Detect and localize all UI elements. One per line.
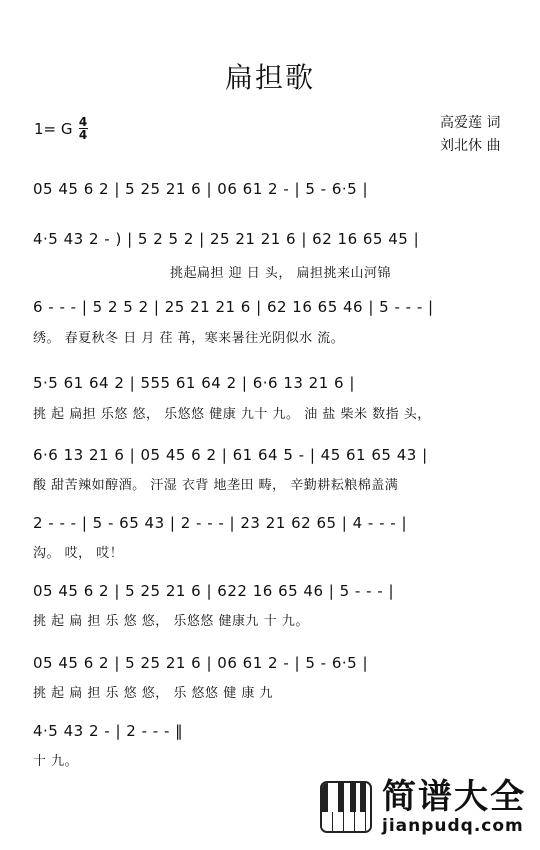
notation-line-4: 5·5 61 64 2 | 555 61 64 2 | 6·6 13 21 6 | — [33, 374, 355, 392]
lyric-line-2: 绣。 春夏秋冬 日 月 荏 苒，寒来暑往光阴似水 流。 — [33, 331, 345, 345]
lyric-line-1: 挑起扁担 迎 日 头， 扁担挑来山河锦 — [170, 266, 392, 280]
notation-line-5: 6·6 13 21 6 | 05 45 6 2 | 61 64 5 - | 45 61 65 43 | — [33, 446, 428, 464]
lyric-line-5: 沟。 哎， 哎！ — [33, 546, 124, 560]
time-top: 4 — [78, 115, 88, 129]
brand-text — [382, 778, 526, 836]
key-label: 1= G — [34, 119, 73, 138]
notation-line-7: 05 45 6 2 | 5 25 21 6 | 622 16 65 46 | 5 - - - | — [33, 582, 395, 600]
time-signature — [79, 116, 88, 141]
notation-line-2: 4·5 43 2 - ) | 5 2 5 2 | 25 21 21 6 | 62 16 65 45 | — [33, 230, 420, 248]
lyric-line-6: 挑 起 扁 担 乐 悠 悠， 乐悠悠 健康九 十 九。 — [33, 614, 309, 628]
lyricist-credit: 高爱莲 词 — [440, 115, 501, 131]
key-signature — [34, 116, 88, 141]
brand-name: 简谱大全 — [382, 777, 526, 817]
credits — [440, 112, 500, 158]
time-bottom: 4 — [78, 128, 88, 142]
notation-line-6: 2 - - - | 5 - 65 43 | 2 - - - | 23 21 62 65 | 4 - - - | — [33, 514, 408, 532]
lyric-line-8: 十 九。 — [33, 754, 79, 768]
song-title: 扁担歌 — [224, 61, 315, 94]
notation-line-3: 6 - - - | 5 2 5 2 | 25 21 21 6 | 62 16 65 46 | 5 - - - | — [33, 298, 434, 316]
lyric-line-7: 挑 起 扁 担 乐 悠 悠， 乐 悠悠 健 康 九 — [33, 686, 273, 700]
notation-line-8: 05 45 6 2 | 5 25 21 6 | 06 61 2 - | 5 - 6·5 | — [33, 654, 369, 672]
lyric-line-4: 酸 甜苦辣如醇酒。 汗湿 衣背 地垄田 畴， 辛勤耕耘粮棉盖满 — [33, 478, 399, 492]
piano-icon — [320, 781, 372, 833]
brand-url: jianpudq.com — [382, 816, 524, 836]
composer-credit: 刘北休 曲 — [440, 138, 501, 154]
notation-line-1: 05 45 6 2 | 5 25 21 6 | 06 61 2 - | 5 - 6·5 | — [33, 180, 369, 198]
site-logo[interactable] — [320, 778, 526, 836]
lyric-line-3: 挑 起 扁担 乐悠 悠， 乐悠悠 健康 九十 九。 油 盐 柴米 数指 头， — [33, 407, 431, 421]
notation-line-9: 4·5 43 2 - | 2 - - - ‖ — [33, 722, 184, 740]
